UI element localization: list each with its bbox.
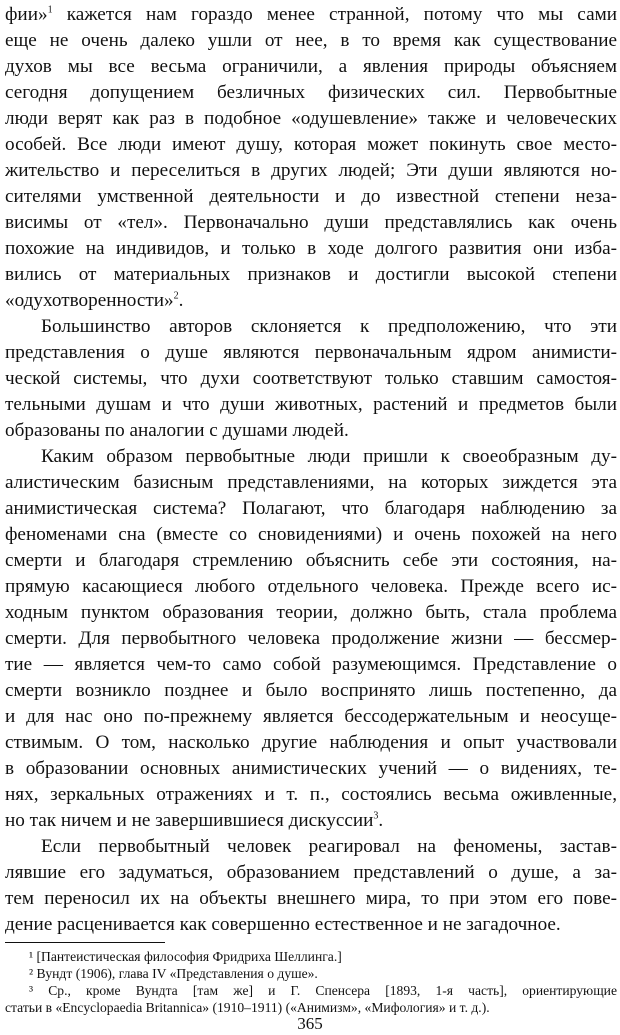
text-line: ствимым. О том, насколько другие наблюдения и опыт участвовали	[5, 732, 617, 753]
text-line: тем переносил их на объекты внешнего мира, то при этом его пове-	[5, 888, 617, 909]
text-line: «одухотворенности»$^2$.	[5, 290, 184, 311]
text-line: тие — является чем-то само собой разумеющимся. Представление о	[5, 654, 617, 675]
footnote-ref[interactable]: 1	[47, 4, 53, 16]
text-line: вились от материальных признаков и достигли высокой степени	[5, 264, 617, 285]
footnote: ³ Ср., кроме Вундта [там же] и Г. Спенсера [1893, 1-я часть], ориентирующие	[29, 983, 617, 998]
footnote-ref[interactable]: 2	[173, 290, 179, 302]
text-line: ческой системы, что духи соответствуют только ставшим самостоя-	[5, 368, 617, 389]
text-line: сителями умственной деятельности и до известной степени неза-	[5, 186, 617, 207]
paragraph-first-line: Если первобытный человек реагировал на феномены, застав-	[41, 836, 617, 857]
text-line: жительство и переселиться в других людей; Эти души являются но-	[5, 160, 617, 181]
text-line: ходным пунктом образования теории, должно быть, стала проблема	[5, 602, 617, 623]
text-line: смерти возникло позднее и было воспринято лишь постепенно, да	[5, 680, 617, 701]
text-line: образованы по аналогии с душами людей.	[5, 420, 349, 441]
text-line: и для нас оно по-прежнему является бессодержательным и неосуще-	[5, 706, 617, 727]
text-line: духов мы все весьма ограничили, а явления природы объясняем	[5, 56, 617, 77]
paragraph-first-line: Большинство авторов склоняется к предположению, что эти	[41, 316, 617, 337]
text-line: сегодня допущением безличных физических сил. Первобытные	[5, 82, 617, 103]
text-line: но так ничем и не завершившиеся дискуссии$^3$.	[5, 810, 384, 831]
text-line: смерти. Для первобытного человека продолжение жизни — бессмер-	[5, 628, 617, 649]
text-line: дение расценивается как совершенно естественное и не загадочное.	[5, 914, 561, 935]
text-line: анимистическая система? Полагают, что благодаря наблюдению за	[5, 498, 617, 519]
text-line: феноменами сна (вместе со сновидениями) и очень похожей на него	[5, 524, 617, 545]
text-line: смерти и благодаря стремлению объяснить себе эти состояния, на-	[5, 550, 617, 571]
text-line: еще не очень далеко ушли от нее, в то время как существование	[5, 30, 617, 51]
footnote-ref[interactable]: 3	[373, 810, 379, 822]
paragraph-first-line: Каким образом первобытные люди пришли к своеобразным ду-	[41, 446, 617, 467]
page-number: 365	[297, 1014, 323, 1033]
text-line: алистическим базисным представлениями, на которых зиждется эта	[5, 472, 617, 493]
footnote: ¹ [Пантеистическая философия Фридриха Шеллинга.]	[29, 949, 342, 964]
text-line: тельными душам и что души животных, растений и предметов были	[5, 394, 617, 415]
footnote-divider	[5, 942, 165, 943]
text-line: в образовании основных анимистических учений — о видениях, те-	[5, 758, 617, 779]
text-line: похожие на индивидов, и только в ходе долгого развития они изба-	[5, 238, 617, 259]
text-line: фии»$^1$ кажется нам гораздо менее странной, потому что мы сами	[5, 4, 617, 25]
text-line: прямую касающиеся любого отдельного человека. Прежде всего ис-	[5, 576, 617, 597]
text-line: нях, зеркальных отражениях и т. п., состоялись весьма оживленные,	[5, 784, 617, 805]
footnote: ² Вундт (1906), глава IV «Представления о душе».	[29, 966, 318, 981]
text-line: лявшие его задуматься, образованием представлений о душе, а за-	[5, 862, 617, 883]
text-line: особей. Все люди имеют душу, которая может покинуть свое место-	[5, 134, 617, 155]
text-line: люди верят как раз в подобное «одушевление» также и человеческих	[5, 108, 617, 129]
footnote: статьи в «Encyclopaedia Britannica» (1910–1911) («Анимизм», «Мифология» и т. д.).	[5, 1000, 490, 1015]
text-line: представления о душе являются первоначальным ядром анимисти-	[5, 342, 617, 363]
text-line: висимы от «тел». Первоначально души представлялись как очень	[5, 212, 617, 233]
